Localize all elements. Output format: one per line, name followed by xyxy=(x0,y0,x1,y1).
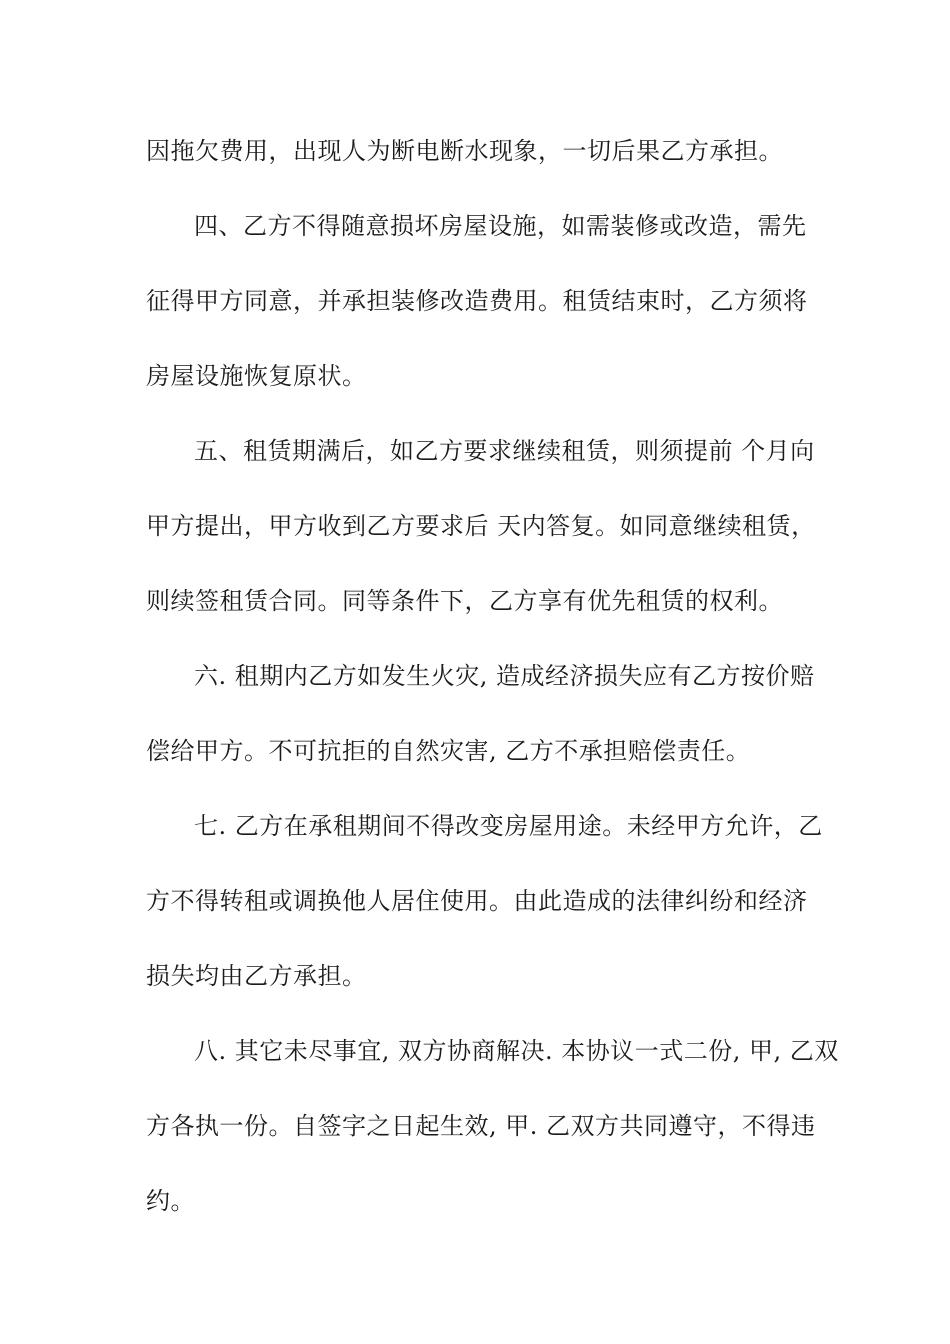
paragraph-line: 则续签租赁合同。同等条件下，乙方享有优先租赁的权利。 xyxy=(146,587,783,615)
clause-5-line: 五、租赁期满后，如乙方要求继续租赁，则须提前 个月向 xyxy=(194,437,815,465)
paragraph-line: 征得甲方同意，并承担装修改造费用。租赁结束时，乙方须将 xyxy=(146,287,808,315)
paragraph-line: 甲方提出，甲方收到乙方要求后 天内答复。如同意继续租赁， xyxy=(146,512,816,540)
clause-6-line: 六. 租期内乙方如发生火灾, 造成经济损失应有乙方按价赔 xyxy=(194,662,815,690)
paragraph-line: 方各执一份。自签字之日起生效, 甲. 乙双方共同遵守，不得违 xyxy=(146,1112,816,1140)
clause-7-line: 七. 乙方在承租期间不得改变房屋用途。未经甲方允许，乙 xyxy=(194,812,823,840)
clause-8-line: 八. 其它未尽事宜, 双方协商解决. 本协议一式二份, 甲, 乙双 xyxy=(194,1037,839,1065)
paragraph-line: 因拖欠费用，出现人为断电断水现象，一切后果乙方承担。 xyxy=(146,137,783,165)
paragraph-line: 损失均由乙方承担。 xyxy=(146,962,367,990)
paragraph-line: 约。 xyxy=(146,1187,195,1215)
paragraph-line: 偿给甲方。不可抗拒的自然灾害, 乙方不承担赔偿责任。 xyxy=(146,737,751,765)
clause-4-line: 四、乙方不得随意损坏房屋设施，如需装修或改造，需先 xyxy=(194,212,807,240)
paragraph-line: 方不得转租或调换他人居住使用。由此造成的法律纠纷和经济 xyxy=(146,887,808,915)
paragraph-line: 房屋设施恢复原状。 xyxy=(146,362,367,390)
